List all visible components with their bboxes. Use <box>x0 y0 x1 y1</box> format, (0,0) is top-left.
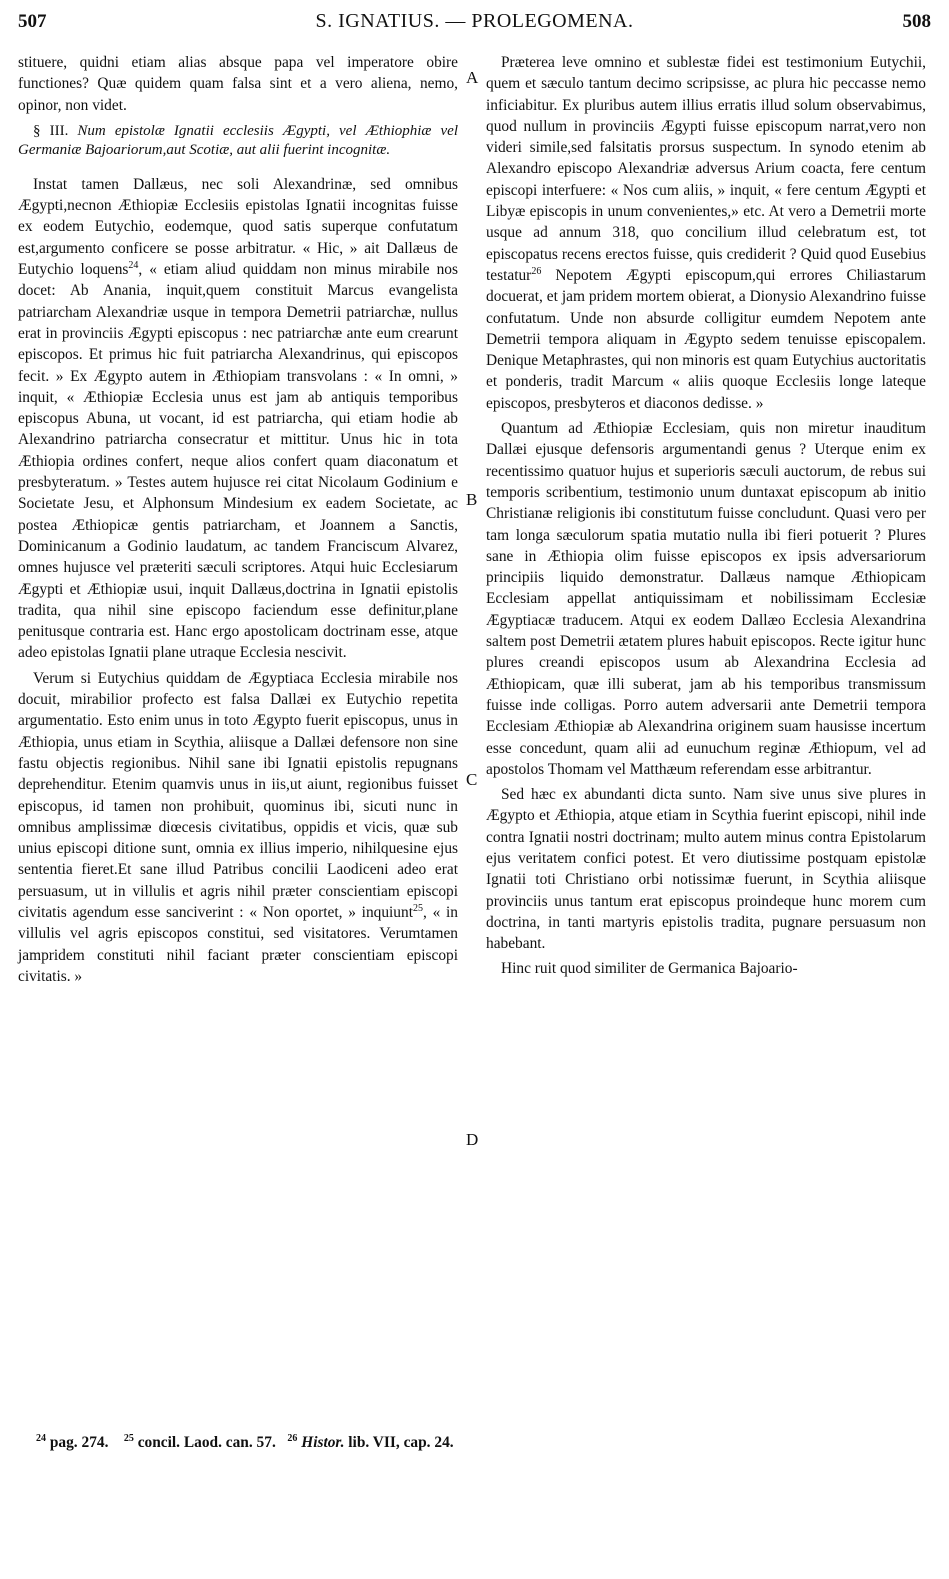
margin-marker-a: A <box>466 68 479 87</box>
footnote-text: Histor. <box>301 1434 345 1451</box>
footnote-text: lib. VII, cap. 24. <box>348 1434 454 1451</box>
paragraph-text: , « in villulis vel agris episcopos constitui, sed visitatores. Verumtamen jampridem constituti nihil faciant præter conscientiam episcopi civitatis. » <box>18 903 458 985</box>
footnote-number: 24 <box>36 1432 46 1444</box>
paragraph-text: Nepotem Ægypti episcopum,qui errores Chiliastarum docuerat, et jam pridem mortem obierat, a Dionysio Alexandrino fuisse confutatum. Unde non absurde colligitur eumdem Nepotem ante Demetrii tempora aliquam in Ægypto sedem tenuisse episcopalem. Denique Metaphrastes, qui non minoris est quam Eutychius auctoritatis et ponderis, tradit Marcum « aliis quoque Ecclesiis longe lateque episcopos, presbyteros et diaconos dedisse. » <box>486 266 926 412</box>
section-title: Num epistolæ Ignatii ecclesiis Ægypti, vel Æthiophiæ vel Germaniæ Bajoariorum,aut Scotiæ, aut alii fuerint incognitæ. <box>18 122 458 158</box>
paragraph-text: , « etiam aliud quiddam non minus mirabile nos docet: Ab Anania, inquit,quem constituit Marcus evangelista patriarcham Alexandriæ usque in tempora Demetrii patriarchæ, nullus erat in provinciis Ægypti episcopus : nec patriarchæ ante eum crearunt episcopos. Et primus hic fuit patriarcha Alexandrinus, qui episcopos fecit. » Ex Ægypto autem in Æthiopiam transvolans : « In omni, » inquit, « Æthiopiæ Ecclesia unus est jam ab antiquis temporibus episcopus Abuna, ut vocant, id est patriarcha, qui etiam hodie ab Alexandrino patriarcha consecratur et mittitur. Unus hic in tota Æthiopia ordines confert, neque alios confert quam diaconatum et presbyteratum. » Testes autem hujusce rei citat Nicolaum Godinium e Societate Jesu, et Alphonsum Mindesium ex eadem Societate, ac postea Æthiopicæ gentis patriarcham, et Joannem a Sanctis, Dominicanum a Godinio laudatum, ac tandem Franciscum Alvarez, omnes hujusce vel præteriti sæculi scriptores. Atqui huic Ecclesiarum Ægypti et Æthiopiæ usui, inquit Dallæus,doctrina in Ignatii epistolis tradita, qua nihil sine episcopo faciendum esse definitur,plane penitusque contraria est. Hanc ergo apostolicam doctrinam esse, atque adeo epistolas Ignatii plane utraque Ecclesia nescivit. <box>18 261 458 662</box>
paragraph: Sed hæc ex abundanti dicta sunto. Nam sive unus sive plures in Ægypto et Æthiopia, atque etiam in Scythia fuerint episcopi, nihil inde contra Ignatii nostri doctrinam; multo autem minus contra Epistolarum ejus veritatem confici potest. Et vero diutissime postquam epistolæ Ignatii toti Christiano orbi notissimæ fuerunt, in Scythia aliisque provinciis unus tantum erat episcopus proindeque hunc morem cum doctrina, in tanti martyris epistolis tradita, pugnare persuasum non habebant. <box>486 786 926 953</box>
paragraph <box>18 668 458 987</box>
paragraph-text: Instat tamen Dallæus, nec soli Alexandrinæ, sed omnibus Ægypti,necnon Æthiopiæ Ecclesiis epistolas Ignatii incognitas fuisse ex eodem Eutychio, eodemque, quod satis superque confutatum est,argumento conficere se posse arbitratur. « Hic, » ait Dallæus de Eutychio loquens <box>18 175 458 279</box>
running-title: S. IGNATIUS. — PROLEGOMENA. <box>315 10 634 32</box>
footnote-ref: 25 <box>412 902 423 914</box>
footnote-text: pag. 274. <box>49 1434 109 1451</box>
paragraph <box>18 174 458 664</box>
footnote-number: 25 <box>123 1432 134 1444</box>
paragraph <box>486 52 926 414</box>
margin-marker-d: D <box>466 1130 479 1149</box>
page-number-left: 507 <box>18 11 47 32</box>
section-number: § III. <box>33 122 69 139</box>
paragraph-text: Verum si Eutychius quiddam de Ægyptiaca Ecclesia mirabile nos docuit, mirabilior profecto est falsa Dallæi ex Eutychio repetita argumentatio. Esto enim unus in toto Ægypto fuerit episcopus, unus in Æthiopia, unus etiam in Scythia, aliisque a Dallæi defensore non sine fastu objectis regionibus. Nihil sane ibi Ignatii epistolis repugnans deprehenditur. Etenim quamvis unus in iis,ut aiunt, regionibus fuisset episcopus, id tamen non prohibuit, quominus ibi, sicuti nunc in omnibus amplissimæ diœcesis civitatibus, oppidis et vicis, quæ sub unius episcopi ditione sunt, omnia ex illius imperio, nihilquesine ejus sententia fieret.Et sane illud Patribus concilii Laodiceni adeo erat persuasum, ut in villulis et agris nihil præter conscientiam episcopi civitatis agendum esse sanciverint : « Non oportet, » inquiunt <box>18 669 458 921</box>
paragraph: Quantum ad Æthiopiæ Ecclesiam, quis non miretur inauditum Dallæi ejusque defensoris argumentandi genus ? Uterque enim ex recentissimo quatuor hujus et superioris sæculi auctorum, de rebus sui temporis scribentium, testimonio unum duntaxat episcopum ab initio Christianæ religionis ibi constitutum fuisse concludunt. Quasi vero per tam longa sæculorum spatia mutatio nulla ibi fieri potuerit ? Plures sane in Æthiopia olim fuisse episcopos ex ipsis adversariorum principiis liquido demonstratur. Dallæus namque Æthiopicam Ecclesiam appellat antiquissimam et nobilissimam Ecclesiæ Ægyptiacæ traducem. Atqui ex eodem Dallæo Ecclesia Alexandrina saltem post Demetrii ætatem plures habuit episcopos. Recte igitur hunc plures creandi episcopos usum ab Alexandrina Ecclesia ad Æthiopicam, quæ illi suberat, jam ab his temporibus transmissum fuisse inde colligas. Porro autem adversarii ante Demetrii tempora Ecclesiam Æthiopiæ ab Alexandrina originem suam hausisse incertum esse concedunt, quam alii ad eunuchum reginæ Æthiopum, vel ad apostolos Thomam vel Matthæum referendam esse arbitrantur. <box>486 420 926 778</box>
footnote-ref: 24 <box>128 259 139 271</box>
page-number-right: 508 <box>902 11 931 32</box>
left-column <box>18 52 458 991</box>
paragraph: Hinc ruit quod similiter de Germanica Bajoario- <box>501 960 798 978</box>
paragraph-text: Præterea leve omnino et sublestæ fidei est testimonium Eutychii, quem et sæculo tantum decimo scripsisse, ac plura hic peccasse nemo inficiabitur. Ex pluribus autem illius erratis illud solum observabimus, quod nullum in provinciis Ægypti fuisse episcopum narrat,vero non videri simile,sed falsitatis prorsus suspectum. In synodo etenim ab Alexandro episcopo Alexandriæ adversus Arium coacta, fere centum episcopi interfuere: « Nos cum aliis, » inquit, « fere centum Ægypti et Libyæ episcopis in unum convenientes,» etc. At vero a Demetrii morte usque ad annum 318, quo concilium illud celebratum est, tot episcopatus recens erectos fuisse, quis crediderit ? Quid quod Eusebius testatur <box>486 54 926 284</box>
running-header <box>18 10 931 42</box>
right-column <box>486 52 926 984</box>
section-heading <box>18 122 458 160</box>
footnote-text: concil. Laod. can. 57. <box>137 1434 276 1451</box>
margin-marker-c: C <box>466 770 478 789</box>
margin-marker-b: B <box>466 490 478 509</box>
footnote-ref: 26 <box>531 265 542 277</box>
footnote-number: 26 <box>287 1432 298 1444</box>
footnotes <box>36 1434 931 1452</box>
paragraph: stituere, quidni etiam alias absque papa vel imperatore obire functiones? Quæ quidem quam falsa sint et a vero aliena, nemo, opinor, non videt. <box>18 54 458 114</box>
